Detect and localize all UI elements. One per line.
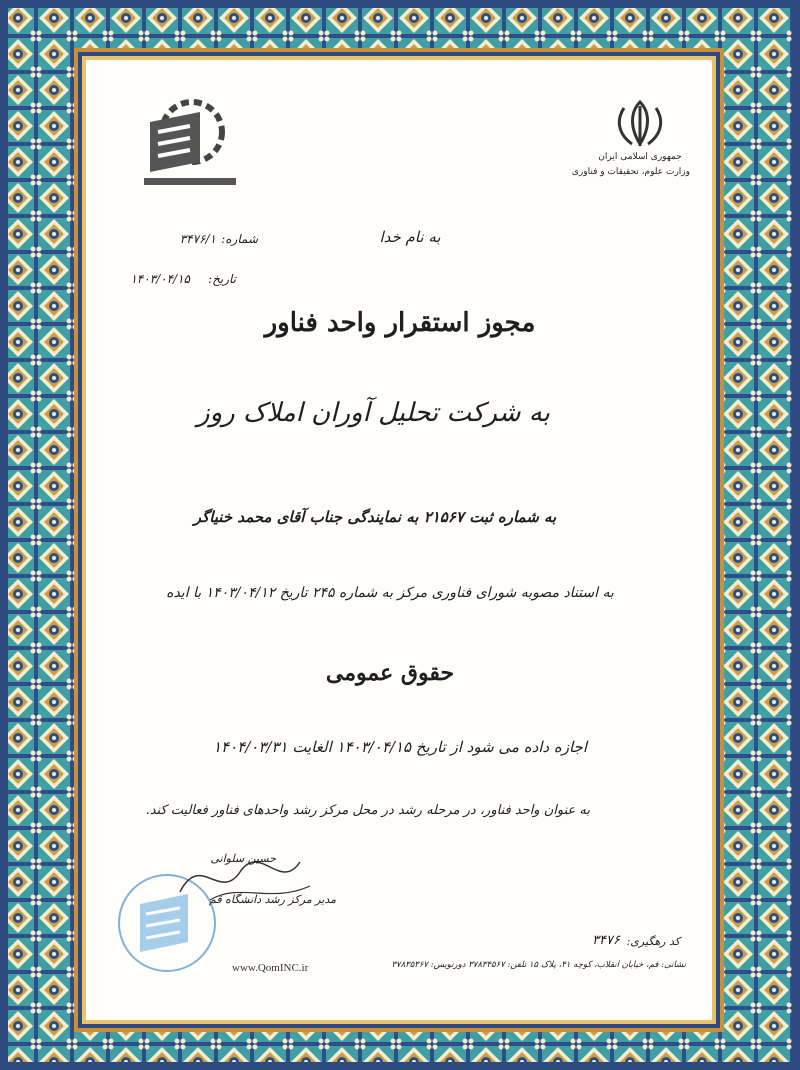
certificate-title: مجوز استقرار واحد فناور: [264, 308, 536, 338]
footer-address: نشانی: قم، خیابان انقلاب، کوچه ۴۱، پلاک ۱۵ تلفن: ۳۷۸۳۴۵۶۷ دورنویس: ۳۷۸۳۵۳۶۷: [391, 960, 686, 970]
ministry-line1: جمهوری اسلامی ایران: [598, 152, 682, 162]
number-label: شماره:: [221, 232, 258, 246]
tracking-label: کد رهگیری:: [626, 935, 680, 948]
approval-line: به استناد مصوبه شورای فناوری مرکز به شماره ۲۴۵ تاریخ ۱۴۰۳/۰۴/۱۲ با ایده: [166, 585, 614, 601]
date-value: ۱۴۰۳/۰۴/۱۵: [130, 272, 190, 286]
date-label: تاریخ:: [208, 272, 236, 286]
number-value: ۳۴۷۶/۱: [179, 232, 216, 246]
website-link[interactable]: www.QomINC.ir: [232, 962, 309, 974]
ministry-line2: وزارت علوم، تحقیقات و فناوری: [571, 167, 690, 177]
signer-title: مدیر مرکز رشد دانشگاه قم: [209, 893, 336, 906]
registration-line: به شماره ثبت ۲۱۵۶۷ به نمایندگی جناب آقای محمد خنیاگر: [193, 508, 557, 526]
incubator-logo: [130, 92, 240, 192]
signer-name: حسین سلوانی: [210, 852, 276, 865]
company-name: به شرکت تحلیل آوران املاک روز: [197, 398, 550, 428]
permission-line: اجازه داده می شود از تاریخ ۱۴۰۳/۰۴/۱۵ الغایت ۱۴۰۴/۰۳/۳۱: [212, 738, 587, 756]
bismillah: به نام خدا: [379, 228, 441, 246]
activity-line: به عنوان واحد فناور، در مرحله رشد در محل مرکز رشد واحدهای فناور فعالیت کند.: [145, 803, 590, 818]
tracking-value: ۳۴۷۶: [592, 933, 620, 948]
emblem-icon: [610, 98, 670, 150]
idea-title: حقوق عمومی: [325, 660, 455, 686]
